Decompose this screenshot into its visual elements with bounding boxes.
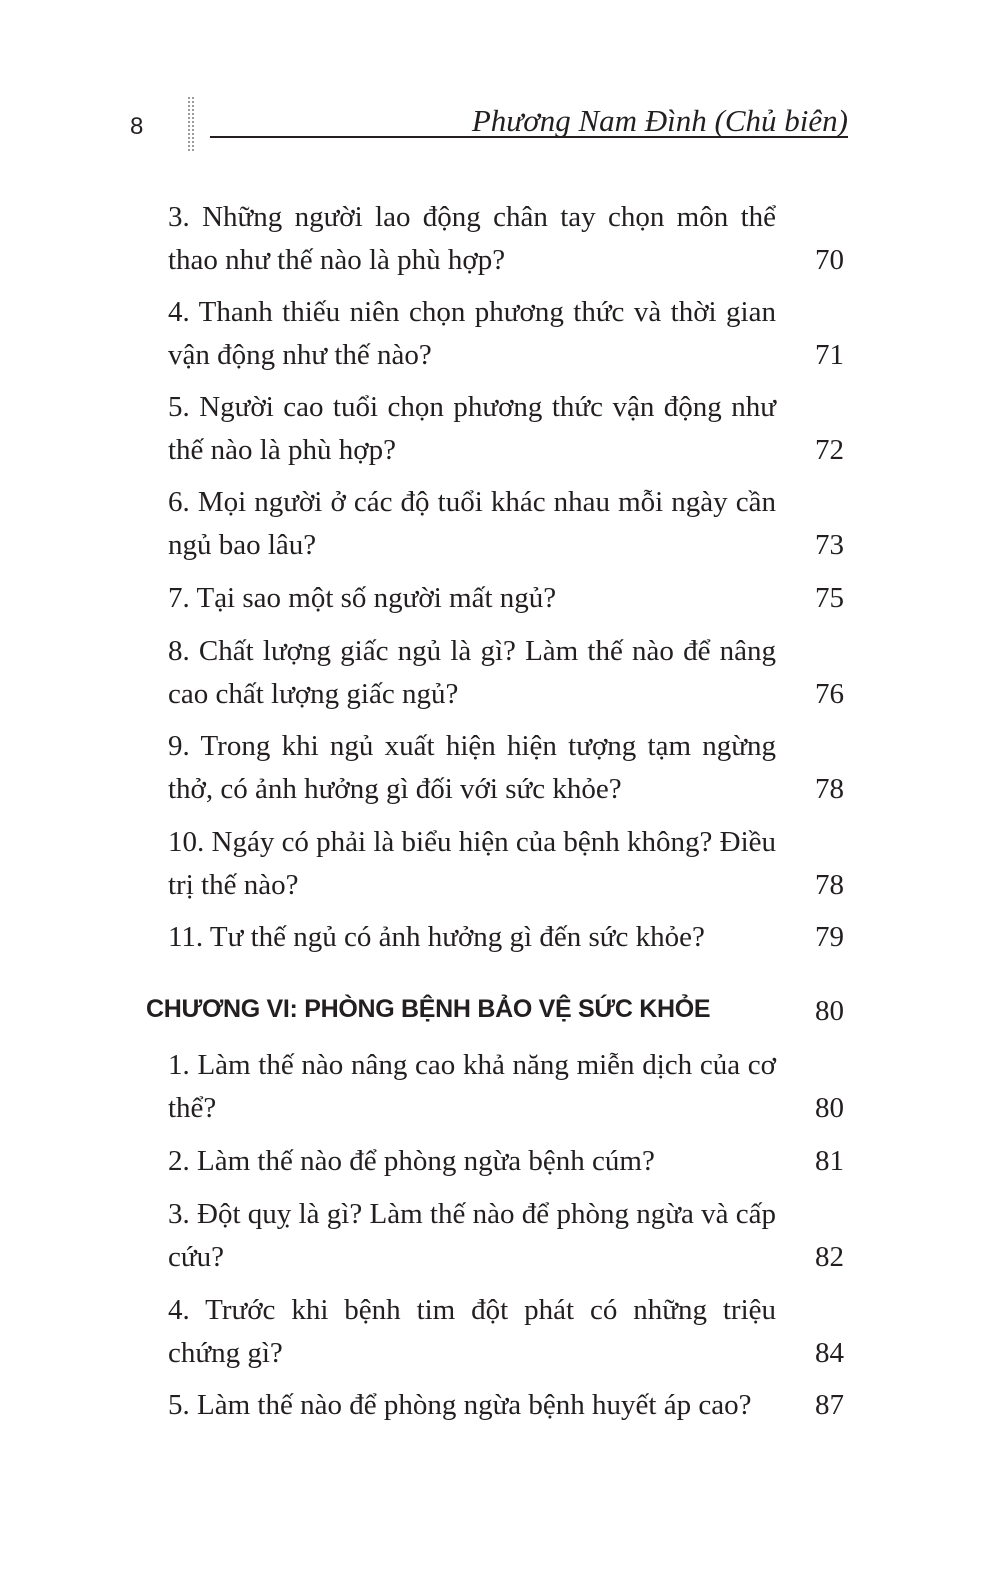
toc-entry (168, 725, 846, 811)
toc-entry-page: 84 (815, 1337, 844, 1369)
toc-entry-page: 75 (815, 582, 844, 614)
toc-entry (168, 1384, 846, 1427)
toc-entry-text: 4. Trước khi bệnh tim đột phát có những triệu chứng gì? (168, 1294, 776, 1369)
toc-entry (168, 1044, 846, 1130)
toc-entry-page: 72 (815, 434, 844, 466)
header-divider (188, 97, 194, 151)
page-number: 8 (130, 113, 144, 140)
toc-entry-page: 78 (815, 869, 844, 901)
toc-entry (168, 630, 846, 716)
toc-entry (168, 481, 846, 567)
toc-entry (168, 386, 846, 472)
toc-entry (168, 291, 846, 377)
toc-entry-text: 10. Ngáy có phải là biểu hiện của bệnh không? Điều trị thế nào? (168, 826, 777, 901)
toc-entry-text: 11. Tư thế ngủ có ảnh hưởng gì đến sức khỏe? (168, 921, 705, 953)
toc-entry-text: 5. Làm thế nào để phòng ngừa bệnh huyết áp cao? (168, 1389, 752, 1421)
toc-entry-page: 87 (815, 1389, 844, 1421)
toc-entry-text: 5. Người cao tuổi chọn phương thức vận động như thế nào là phù hợp? (168, 391, 776, 466)
chapter-heading (146, 992, 846, 1026)
toc-entry-page: 70 (815, 244, 844, 276)
toc-entry-text: 1. Làm thế nào nâng cao khả năng miễn dịch của cơ thể? (168, 1049, 776, 1124)
toc-entry (168, 1289, 846, 1375)
toc-entry-text: 3. Những người lao động chân tay chọn môn thể thao như thế nào là phù hợp? (168, 201, 776, 276)
toc-entry (168, 1140, 846, 1183)
chapter-title: CHƯƠNG VI: PHÒNG BỆNH BẢO VỆ SỨC KHỎE (146, 995, 711, 1023)
toc-entry (168, 821, 846, 907)
toc-entry-text: 4. Thanh thiếu niên chọn phương thức và thời gian vận động như thế nào? (168, 296, 776, 371)
toc-entry-text: 7. Tại sao một số người mất ngủ? (168, 582, 557, 614)
running-title: Phương Nam Đình (Chủ biên) (471, 103, 848, 138)
toc-entry-page: 82 (815, 1241, 844, 1273)
toc-entry-page: 73 (815, 529, 844, 561)
toc-entry-page: 79 (815, 921, 844, 953)
toc-entry (168, 577, 846, 620)
toc-entry-text: 3. Đột quỵ là gì? Làm thế nào để phòng ngừa và cấp cứu? (168, 1198, 776, 1273)
toc-entry (168, 916, 846, 959)
toc-entry-page: 76 (815, 678, 844, 710)
toc-entry-page: 81 (815, 1145, 844, 1177)
toc-entry-text: 8. Chất lượng giấc ngủ là gì? Làm thế nào để nâng cao chất lượng giấc ngủ? (168, 635, 776, 710)
header-rule (210, 136, 848, 138)
toc-entry-page: 80 (815, 1092, 844, 1124)
toc-entry-text: 9. Trong khi ngủ xuất hiện hiện tượng tạm ngừng thở, có ảnh hưởng gì đối với sức khỏe? (168, 730, 776, 805)
toc-entry-text: 6. Mọi người ở các độ tuổi khác nhau mỗi ngày cần ngủ bao lâu? (168, 486, 776, 561)
toc-entry-text: 2. Làm thế nào để phòng ngừa bệnh cúm? (168, 1145, 655, 1177)
toc-entry (168, 196, 846, 282)
chapter-page: 80 (815, 995, 844, 1027)
toc-entry (168, 1193, 846, 1279)
toc-entry-page: 71 (815, 339, 844, 371)
toc-entry-page: 78 (815, 773, 844, 805)
